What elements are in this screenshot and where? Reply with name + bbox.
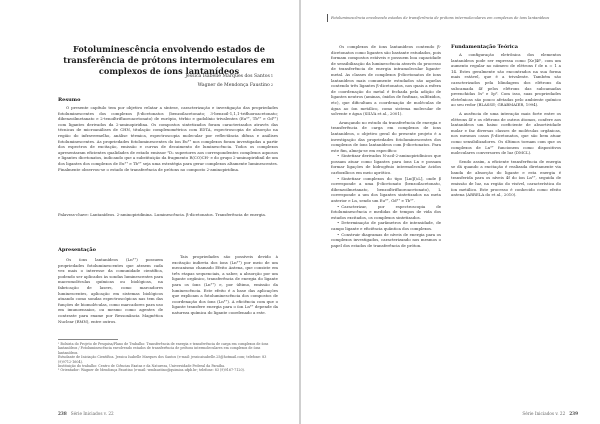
author-line (185, 81, 273, 90)
footnote-divider (58, 339, 118, 340)
abstract-heading: Resumo (58, 97, 81, 103)
footnote: Instituição do trabalho: Centro de Ciências Exatas e da Natureza, Universidade Federal da Paraíba. (58, 364, 226, 369)
running-header: Fotoluminescência envolvendo estados de transferência de prótons intermoleculares em complexos de íons lantanídeos (331, 16, 550, 20)
keywords: Palavras-chave: Lantanídeos. 2-aminopiridinina. Luminescência. β-dicetonatos. Transferência de energia. (58, 212, 267, 217)
paragraph: Sendo assim, a eficiente transferência de energia se dá quando a excitação é realizada diretamente via banda de absorção do ligante e esta energia é transferida para os níveis 4f do íon Ln³⁺, seguida de emissão de luz, na região do visível, característica do íon metálico. Este processo é conhecido como efeito antena (ARRELA do et al., 2010). (451, 158, 561, 198)
page-number: 239 (569, 411, 578, 416)
left-page (0, 0, 299, 424)
list-item: • Sintetizar derivados N-acil-2-aminopiridínicos que possam atuar como ligantes para íons Ln e possam formar ligações de hidrogênio intermolecular ácidos carboxílicos em meio aprótico. (331, 153, 441, 175)
paragraph: Os complexos de íons lantanídeos contendo β-dicetonatos como ligantes são bastante estudados, pois formam compostos estáveis e possuem boa capacidade de sensibilização da luminescência através do processo de transferência de energia intramolecular ligante-metal. As classes de complexos β-dicetonatos de íons lantanídeos mais comumente estudados são aquelas contendo três ligantes β-dicetonatos, nos quais a esfera de coordenação do metal é fechada pela adição de ligantes neutros (aminas, óxidos de fosfinas, sulfóxidos, etc), que dificultam a coordenação de moléculas de água ao íon metálico, como sistema molecular de solvente e água (SILVA et al., 2001). (331, 44, 441, 117)
paragraph: Avançando no estudo da transferência de energia e transferência de carga em complexos de íons lantanídeos, o objetivo geral do presente projeto é a investigação das propriedades fotoluminescentes dos complexos de íons lantanídeos com β-dicetonatos. Para este fim, almeja-se em específico: (331, 119, 441, 153)
running-header-bar (327, 14, 328, 22)
abstract-text: O presente capítulo tem por objetivo relatar a síntese, caracterização e investigação das propriedades fotoluminescentes dos complexos β-dicetonatos (benzoilacetonato; 3-benzoil-1,1,1-trifluoroacetonato; dibenzoilmetanato e 2-tenoiltrifluoroacetonato) de európio, térbio e gadolínio trivalentes (Eu³⁺, Tb³⁺ e Gd³⁺) com ligantes derivados da 2-aminopiridina. Os compostos sintetizados foram caracterizados através das técnicas de microanálises de CHN, titulação complexométrica com EDTA, espectroscopia de absorção na região do infravermelho, análise térmica, espectroscopia molecular por reflectância difusa e análises fotoluminescentes. As propriedades fotoluminescentes do íon Eu³⁺ nos complexos foram investigadas a partir dos espectros de excitação, emissão e curvas de decaimento de luminescência. Todos os complexos apresentaram eficientes qualidades de estado emissor ⁵D₀ superiores aos correspondentes complexos aquosos e ligantes dicetonatos, indicando que a substituição da fragmento R(CO)CH- e do grupo 2-aminopiridinil de um dos ligantes dos complexos de Eu³⁺ e Tb³⁺ seja uma estratégia para gerar complexos altamente luminescentes. Finalmente observou-se o estado de transferência de prótons no composto 2-aminopiridina. (58, 105, 278, 172)
authors-block (185, 72, 273, 90)
author-line (185, 72, 273, 81)
intro-heading: Apresentação (58, 247, 96, 253)
footnote: Estudante de Iniciação Científica. Jessica Isabelle Marques dos Santos (e-mail: jessicaisabelle.25@hotmail.com; telefone: 83 (9)9712-1604). (58, 355, 267, 364)
series-label: Série Iniciados v. 22 (70, 411, 114, 416)
intro-paragraph: Os íons lantanídeos (Ln³⁺) possuem propriedades fotoluminescentes que atraem cada vez mais o interesse da comunidade científica, podendo ser aplicados às sondas luminescentes para macromoléculas químicas ou biológicas, na fabricação de lasers, como marcadores luminescentes, aplicação em sistemas biológicos atuando como sondas espectroscópicas nas tem das funções de biomoléculas, como marcadores para uso em imunoensaios, ou mesmo como agentes de contraste para exame por Ressonância Magnética Nuclear (RMN), entre outros. (58, 257, 163, 324)
intro-column-left (58, 247, 163, 324)
list-item: • Sintetizar complexos do tipo [Ln(β)₃L], onde β corresponde a uma β-dicetonato (benzoilacetonato, dibenzoilmetanato, benzoiltrifluoroacetonato), L corresponde a um dos ligantes sintetizados na meta anterior e Ln, sendo um Eu³⁺, Gd³⁺ e Tb³⁺. (331, 176, 441, 204)
right-page (301, 0, 600, 424)
author-mark: 1 (270, 74, 273, 78)
chapter-title: Fotoluminescência envolvendo estados de transferência de prótons intermoleculares em complexos de íons lantanídeos (63, 44, 275, 76)
footnote: ² Orientador: Wagner de Mendonça Faustino (e-mail: wmfaustino@quimica.ufpb.br; telefone: 83 (9)9167-7120). (58, 368, 245, 373)
paragraph: A configuração eletrônica dos elementos lantanídeos pode ser expressa como [Xe]4fⁿ, com um aumento regular no número de elétrons f de n = 1 a 14. Estes geralmente são encontrados na sua forma mais estável, que é a trivalente. Também são caracterizados pela blindagem dos elétrons da subcamada 4f pelos elétrons das subcamadas preenchidas 5s² e 5p⁶. Com isso, suas propriedades eletrônicas são pouco afetadas pelo ambiente químico ao seu redor (BLASSE; GRABMAIER, 1994). (451, 52, 561, 108)
footnotes (58, 342, 280, 373)
right-column-2 (451, 44, 561, 198)
right-column-1 (331, 44, 441, 248)
paragraph: A ausência de uma interação mais forte entre os elétrons 4f e os elétrons de outros átomos, confere aos lantanídeos um baixo coeficiente de absortividade molar e faz diversas classes de moléculas orgânicas, nos mesmos casos β-dicetonatos, que são bem atuar como sensibilizadores. Os últimos tornam com que os complexos de Ln³⁺ funcionem como dispositivos moleculares conversores de luz (DMCL). (451, 110, 561, 156)
left-footer (58, 411, 114, 416)
list-item: • Determinação de parâmetros de intensidade, de campo ligante e eficiência quântica dos complexos. (331, 220, 441, 231)
objectives-list (331, 153, 441, 248)
right-footer (522, 411, 578, 416)
author-name: Wagner de Mendonça Faustino (197, 83, 270, 88)
list-item: • Construir diagramas de níveis de energia para os complexos investigados, caracterizando nos mesmos o papel dos estados de transferência de próton. (331, 232, 441, 249)
page-number: 238 (58, 411, 67, 416)
abstract-section (58, 97, 278, 172)
footnote: ¹ Bolsista do Projeto de Pesquisa/Plano de Trabalho: Transferência de energia e transferência de carga em complexos de íons lantanídeos / Fotoluminescência envolvendo estados de transferência de prótons intermoleculares em complexos de íons lantanídeos. (58, 342, 269, 355)
list-item: • Caracterizar, por espectroscopia de fotoluminescência e medidas de tempos de vida dos estados excitados, os complexos sintetizados. (331, 204, 441, 221)
section-heading: Fundamentação Teórica (451, 44, 518, 50)
intro-column-right (172, 254, 278, 316)
author-mark: 2 (270, 83, 273, 87)
author-name: Jessica Isabelle Marques dos Santos (185, 74, 270, 79)
intro-paragraph: Tais propriedades são possíveis devido à excitação indireta dos íons (Ln³⁺) por meio de um mecanismo chamado Efeito Antena, que consiste em três etapas sequenciais, a saber, a absorção por um ligante orgânico, transferência de energia do ligante para os íons (Ln³⁺) e, por último, emissão da luminescência. Este efeito é a base das aplicações que explicam a fotoluminescência dos compostos de coordenação dos íons (Ln³⁺). A eficiência com que o ligante transfere energia para o íon Ln³⁺ depende da natureza química do ligante coordenado a este. (172, 254, 278, 315)
series-label: Série Iniciados v. 22 (522, 411, 566, 416)
